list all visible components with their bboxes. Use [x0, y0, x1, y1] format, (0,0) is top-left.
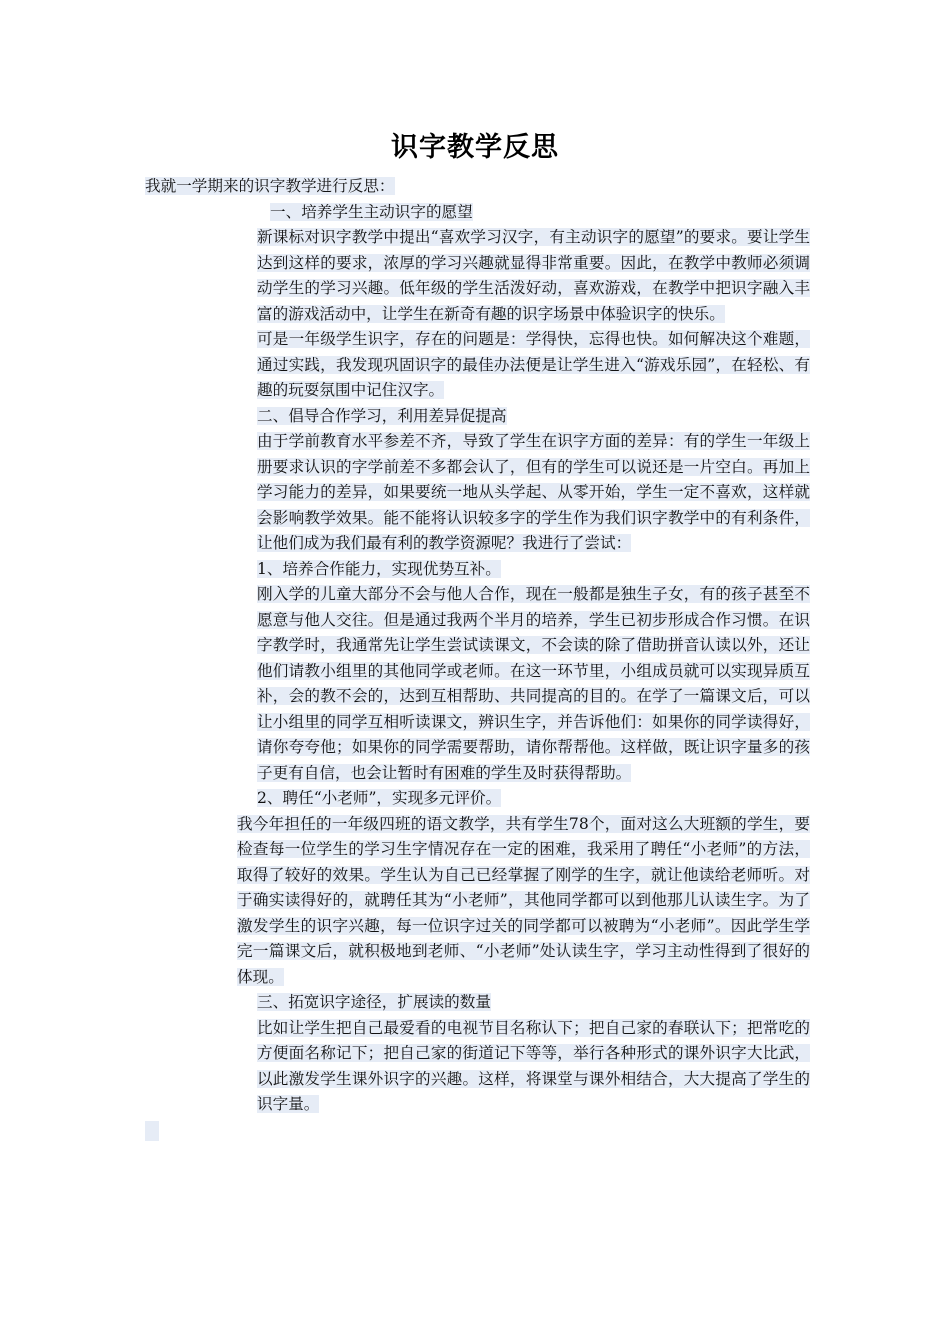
subheading-1: 1、培养合作能力，实现优势互补。: [257, 559, 501, 578]
section-heading-3: 三、拓宽识字途径，扩展读的数量: [257, 993, 491, 1011]
section-heading-2: 二、倡导合作学习，利用差异促提高: [257, 406, 507, 425]
paragraph-3: 由于学前教育水平参差不齐，导致了学生在识字方面的差异：有的学生一年级上册要求认识的字学前差不多都会认了，但有的学生可以说还是一片空白。再加上学习能力的差异，如果要统一地从头学起、从零开始，学生一定不喜欢，这样就会影响教学效果。能不能将认识较多字的学生作为我们识字教学中的有利条件，让他们成为我们最有利的教学资源呢？我进行了尝试：: [257, 432, 810, 552]
intro-paragraph: 我就一学期来的识字教学进行反思：: [145, 177, 395, 195]
paragraph-1: 新课标对识字教学中提出“喜欢学习汉字，有主动识字的愿望”的要求。要让学生达到这样的要求，浓厚的学习兴趣就显得非常重要。因此，在教学中教师必须调动学生的学习兴趣。低年级的学生活泼好动，喜欢游戏，在教学中把识字融入丰富的游戏活动中，让学生在新奇有趣的识字场景中体验识字的快乐。: [257, 228, 810, 323]
document-title: 识字教学反思: [391, 132, 559, 163]
empty-paragraph: [145, 1118, 810, 1144]
document-body: [145, 174, 810, 1143]
paragraph-2: 可是一年级学生识字，存在的问题是：学得快，忘得也快。如何解决这个难题，通过实践，我发现巩固识字的最佳办法便是让学生进入“游戏乐园”，在轻松、有趣的玩耍氛围中记住汉字。: [257, 330, 810, 399]
paragraph-5: 我今年担任的一年级四班的语文教学，共有学生78个，面对这么大班额的学生，要检查每一位学生的学习生字情况存在一定的困难，我采用了聘任“小老师”的方法，取得了较好的效果。学生认为自己已经掌握了刚学的生字，就让他读给老师听。对于确实读得好的，就聘任其为“小老师”，其他同学都可以到他那儿认读生字。为了激发学生的识字兴趣，每一位识字过关的同学都可以被聘为“小老师”。因此学生学完一篇课文后，就积极地到老师、“小老师”处认读生字，学习主动性得到了很好的体现。: [237, 814, 810, 986]
subheading-2: 2、聘任“小老师”，实现多元评价。: [257, 789, 502, 807]
empty-line-marker: [145, 1121, 159, 1141]
paragraph-6: 比如让学生把自己最爱看的电视节目名称认下；把自己家的春联认下；把常吃的方便面名称记下；把自己家的街道记下等等，举行各种形式的课外识字大比武，以此激发学生课外识字的兴趣。这样，将课堂与课外相结合，大大提高了学生的识字量。: [257, 1018, 810, 1113]
section-heading-1: 一、培养学生主动识字的愿望: [270, 202, 473, 221]
paragraph-4: 刚入学的儿童大部分不会与他人合作，现在一般都是独生子女，有的孩子甚至不愿意与他人交往。但是通过我两个半月的培养，学生已初步形成合作习惯。在识字教学时，我通常先让学生尝试读课文，不会读的除了借助拼音认读以外，还让他们请教小组里的其他同学或老师。在这一环节里，小组成员就可以实现异质互补，会的教不会的，达到互相帮助、共同提高的目的。在学了一篇课文后，可以让小组里的同学互相听读课文，辨识生字，并告诉他们：如果你的同学读得好，请你夸夸他；如果你的同学需要帮助，请你帮帮他。这样做，既让识字量多的孩子更有自信，也会让暂时有困难的学生及时获得帮助。: [257, 585, 810, 782]
